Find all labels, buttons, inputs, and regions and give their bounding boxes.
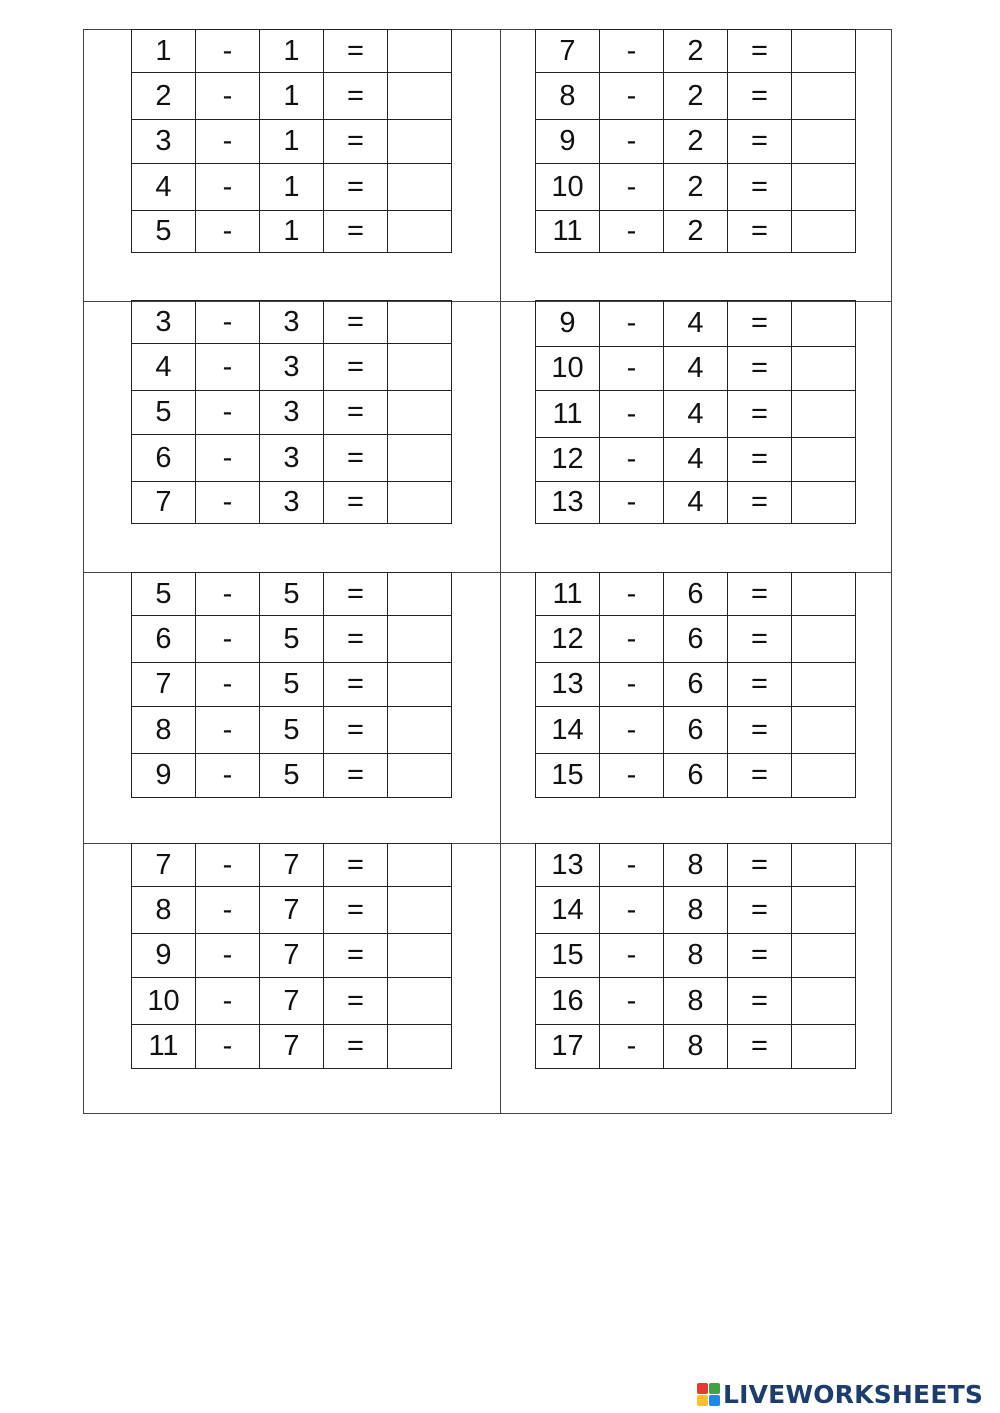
minuend-cell: 13 bbox=[536, 482, 600, 524]
minus-sign: - bbox=[196, 1025, 260, 1069]
equals-sign: = bbox=[728, 978, 792, 1025]
minuend-cell: 5 bbox=[132, 573, 196, 616]
subtrahend-cell: 8 bbox=[664, 1025, 728, 1069]
answer-cell bbox=[388, 211, 452, 253]
answer-cell bbox=[388, 301, 452, 344]
equals-sign: = bbox=[324, 754, 388, 798]
minus-sign: - bbox=[600, 164, 664, 211]
minuend-cell: 5 bbox=[132, 391, 196, 435]
equals-sign: = bbox=[728, 1025, 792, 1069]
minus-sign: - bbox=[600, 934, 664, 978]
equals-sign: = bbox=[728, 707, 792, 754]
answer-cell bbox=[792, 438, 856, 482]
minus-sign: - bbox=[600, 978, 664, 1025]
answer-input[interactable] bbox=[792, 754, 855, 797]
equals-sign: = bbox=[324, 73, 388, 120]
subtrahend-cell: 1 bbox=[260, 164, 324, 211]
minuend-cell: 6 bbox=[132, 435, 196, 482]
answer-input[interactable] bbox=[792, 30, 855, 72]
minuend-cell: 3 bbox=[132, 120, 196, 164]
subtrahend-cell: 4 bbox=[664, 438, 728, 482]
minus-sign: - bbox=[196, 707, 260, 754]
minuend-cell: 15 bbox=[536, 754, 600, 798]
minuend-cell: 9 bbox=[132, 754, 196, 798]
minuend-cell: 10 bbox=[536, 347, 600, 391]
answer-input[interactable] bbox=[388, 120, 451, 163]
minuend-cell: 2 bbox=[132, 73, 196, 120]
minus-sign: - bbox=[600, 391, 664, 438]
subtrahend-cell: 1 bbox=[260, 211, 324, 253]
equals-sign: = bbox=[728, 30, 792, 73]
answer-input[interactable] bbox=[792, 73, 855, 119]
answer-cell bbox=[792, 30, 856, 73]
minus-sign: - bbox=[600, 1025, 664, 1069]
exercise-grid bbox=[535, 843, 856, 1069]
subtrahend-cell: 8 bbox=[664, 934, 728, 978]
answer-cell bbox=[388, 616, 452, 663]
equals-sign: = bbox=[324, 344, 388, 391]
answer-cell bbox=[792, 573, 856, 616]
equals-sign: = bbox=[324, 391, 388, 435]
minuend-cell: 6 bbox=[132, 616, 196, 663]
subtrahend-cell: 1 bbox=[260, 30, 324, 73]
minuend-cell: 17 bbox=[536, 1025, 600, 1069]
answer-cell bbox=[388, 844, 452, 887]
answer-input[interactable] bbox=[792, 164, 855, 210]
minus-sign: - bbox=[600, 844, 664, 887]
equals-sign: = bbox=[324, 707, 388, 754]
minus-sign: - bbox=[196, 30, 260, 73]
answer-cell bbox=[792, 301, 856, 347]
answer-cell bbox=[388, 934, 452, 978]
answer-input[interactable] bbox=[792, 978, 855, 1024]
brand-name: LIVEWORKSHEETS bbox=[723, 1379, 984, 1409]
minuend-cell: 11 bbox=[132, 1025, 196, 1069]
answer-cell bbox=[792, 482, 856, 524]
logo-square bbox=[697, 1395, 708, 1406]
minus-sign: - bbox=[196, 344, 260, 391]
minuend-cell: 11 bbox=[536, 573, 600, 616]
subtrahend-cell: 3 bbox=[260, 344, 324, 391]
minus-sign: - bbox=[196, 663, 260, 707]
answer-input[interactable] bbox=[388, 978, 451, 1024]
answer-input[interactable] bbox=[388, 707, 451, 753]
answer-input[interactable] bbox=[388, 344, 451, 390]
minuend-cell: 8 bbox=[132, 887, 196, 934]
subtrahend-cell: 4 bbox=[664, 391, 728, 438]
equals-sign: = bbox=[728, 887, 792, 934]
answer-input[interactable] bbox=[388, 211, 451, 252]
subtrahend-cell: 6 bbox=[664, 663, 728, 707]
answer-cell bbox=[388, 707, 452, 754]
logo-icon bbox=[697, 1383, 720, 1406]
answer-input[interactable] bbox=[792, 347, 855, 390]
exercise-grid bbox=[535, 300, 856, 524]
equals-sign: = bbox=[728, 211, 792, 253]
subtrahend-cell: 8 bbox=[664, 887, 728, 934]
minus-sign: - bbox=[196, 754, 260, 798]
minuend-cell: 10 bbox=[536, 164, 600, 211]
minuend-cell: 11 bbox=[536, 391, 600, 438]
equals-sign: = bbox=[728, 391, 792, 438]
minus-sign: - bbox=[196, 435, 260, 482]
minus-sign: - bbox=[196, 164, 260, 211]
logo-square bbox=[697, 1383, 708, 1394]
answer-cell bbox=[792, 120, 856, 164]
subtrahend-cell: 7 bbox=[260, 1025, 324, 1069]
minuend-cell: 16 bbox=[536, 978, 600, 1025]
answer-input[interactable] bbox=[792, 844, 855, 886]
subtrahend-cell: 3 bbox=[260, 435, 324, 482]
exercise-grid bbox=[131, 29, 452, 253]
exercise-grid bbox=[535, 572, 856, 798]
subtrahend-cell: 1 bbox=[260, 73, 324, 120]
subtrahend-cell: 3 bbox=[260, 301, 324, 344]
answer-input[interactable] bbox=[388, 301, 451, 343]
logo-square bbox=[709, 1395, 720, 1406]
equals-sign: = bbox=[324, 211, 388, 253]
logo-square bbox=[709, 1383, 720, 1394]
equals-sign: = bbox=[324, 934, 388, 978]
minuend-cell: 13 bbox=[536, 663, 600, 707]
answer-input[interactable] bbox=[792, 663, 855, 706]
minus-sign: - bbox=[196, 120, 260, 164]
minuend-cell: 9 bbox=[132, 934, 196, 978]
subtrahend-cell: 4 bbox=[664, 482, 728, 524]
equals-sign: = bbox=[728, 934, 792, 978]
equals-sign: = bbox=[324, 435, 388, 482]
equals-sign: = bbox=[324, 30, 388, 73]
answer-input[interactable] bbox=[388, 887, 451, 933]
answer-cell bbox=[388, 1025, 452, 1069]
equals-sign: = bbox=[324, 887, 388, 934]
answer-cell bbox=[792, 754, 856, 798]
minus-sign: - bbox=[600, 438, 664, 482]
equals-sign: = bbox=[324, 120, 388, 164]
answer-cell bbox=[388, 391, 452, 435]
equals-sign: = bbox=[324, 663, 388, 707]
minuend-cell: 1 bbox=[132, 30, 196, 73]
answer-cell bbox=[792, 934, 856, 978]
answer-cell bbox=[792, 211, 856, 253]
minuend-cell: 15 bbox=[536, 934, 600, 978]
minus-sign: - bbox=[196, 301, 260, 344]
answer-cell bbox=[388, 435, 452, 482]
equals-sign: = bbox=[728, 616, 792, 663]
minuend-cell: 13 bbox=[536, 844, 600, 887]
minus-sign: - bbox=[600, 301, 664, 347]
answer-input[interactable] bbox=[388, 616, 451, 662]
answer-cell bbox=[792, 707, 856, 754]
answer-input[interactable] bbox=[792, 707, 855, 753]
subtrahend-cell: 1 bbox=[260, 120, 324, 164]
equals-sign: = bbox=[728, 438, 792, 482]
answer-cell bbox=[388, 754, 452, 798]
minus-sign: - bbox=[196, 211, 260, 253]
subtrahend-cell: 5 bbox=[260, 754, 324, 798]
answer-cell bbox=[388, 73, 452, 120]
answer-cell bbox=[792, 391, 856, 438]
subtrahend-cell: 3 bbox=[260, 391, 324, 435]
minus-sign: - bbox=[600, 616, 664, 663]
answer-input[interactable] bbox=[792, 887, 855, 933]
answer-input[interactable] bbox=[792, 482, 855, 523]
minus-sign: - bbox=[600, 573, 664, 616]
answer-input[interactable] bbox=[388, 1025, 451, 1068]
minus-sign: - bbox=[600, 707, 664, 754]
minus-sign: - bbox=[600, 754, 664, 798]
answer-input[interactable] bbox=[792, 301, 855, 346]
minus-sign: - bbox=[600, 211, 664, 253]
minus-sign: - bbox=[600, 347, 664, 391]
subtrahend-cell: 6 bbox=[664, 754, 728, 798]
minus-sign: - bbox=[600, 663, 664, 707]
exercise-grid bbox=[131, 843, 452, 1069]
minuend-cell: 4 bbox=[132, 164, 196, 211]
minuend-cell: 8 bbox=[132, 707, 196, 754]
equals-sign: = bbox=[728, 754, 792, 798]
subtrahend-cell: 7 bbox=[260, 934, 324, 978]
equals-sign: = bbox=[324, 573, 388, 616]
answer-cell bbox=[792, 1025, 856, 1069]
subtrahend-cell: 5 bbox=[260, 573, 324, 616]
answer-input[interactable] bbox=[388, 73, 451, 119]
minus-sign: - bbox=[196, 482, 260, 524]
minus-sign: - bbox=[600, 887, 664, 934]
equals-sign: = bbox=[728, 164, 792, 211]
subtrahend-cell: 8 bbox=[664, 844, 728, 887]
answer-cell bbox=[792, 616, 856, 663]
answer-cell bbox=[388, 978, 452, 1025]
subtrahend-cell: 7 bbox=[260, 887, 324, 934]
answer-cell bbox=[792, 887, 856, 934]
minuend-cell: 4 bbox=[132, 344, 196, 391]
subtrahend-cell: 6 bbox=[664, 707, 728, 754]
minuend-cell: 7 bbox=[536, 30, 600, 73]
minus-sign: - bbox=[600, 120, 664, 164]
answer-input[interactable] bbox=[388, 844, 451, 886]
answer-cell bbox=[388, 887, 452, 934]
subtrahend-cell: 8 bbox=[664, 978, 728, 1025]
liveworksheets-logo bbox=[697, 1378, 983, 1410]
subtrahend-cell: 3 bbox=[260, 482, 324, 524]
minuend-cell: 8 bbox=[536, 73, 600, 120]
answer-cell bbox=[792, 73, 856, 120]
minuend-cell: 12 bbox=[536, 616, 600, 663]
minus-sign: - bbox=[600, 30, 664, 73]
minuend-cell: 7 bbox=[132, 482, 196, 524]
exercise-grid bbox=[131, 572, 452, 798]
answer-cell bbox=[792, 347, 856, 391]
subtrahend-cell: 2 bbox=[664, 211, 728, 253]
minuend-cell: 11 bbox=[536, 211, 600, 253]
subtrahend-cell: 4 bbox=[664, 347, 728, 391]
answer-input[interactable] bbox=[388, 164, 451, 210]
minus-sign: - bbox=[600, 73, 664, 120]
subtrahend-cell: 2 bbox=[664, 120, 728, 164]
equals-sign: = bbox=[728, 73, 792, 120]
answer-input[interactable] bbox=[792, 934, 855, 977]
subtrahend-cell: 5 bbox=[260, 707, 324, 754]
equals-sign: = bbox=[728, 482, 792, 524]
subtrahend-cell: 6 bbox=[664, 616, 728, 663]
subtrahend-cell: 6 bbox=[664, 573, 728, 616]
equals-sign: = bbox=[728, 347, 792, 391]
subtrahend-cell: 2 bbox=[664, 164, 728, 211]
answer-input[interactable] bbox=[792, 211, 855, 252]
minuend-cell: 7 bbox=[132, 844, 196, 887]
minus-sign: - bbox=[600, 482, 664, 524]
equals-sign: = bbox=[324, 1025, 388, 1069]
minus-sign: - bbox=[196, 73, 260, 120]
answer-input[interactable] bbox=[792, 120, 855, 163]
answer-cell bbox=[388, 120, 452, 164]
answer-cell bbox=[388, 482, 452, 524]
minus-sign: - bbox=[196, 844, 260, 887]
answer-input[interactable] bbox=[388, 663, 451, 706]
answer-input[interactable] bbox=[388, 482, 451, 523]
minuend-cell: 14 bbox=[536, 887, 600, 934]
exercise-grid bbox=[131, 300, 452, 524]
answer-cell bbox=[388, 344, 452, 391]
equals-sign: = bbox=[728, 844, 792, 887]
answer-input[interactable] bbox=[792, 573, 855, 615]
subtrahend-cell: 4 bbox=[664, 301, 728, 347]
subtrahend-cell: 5 bbox=[260, 616, 324, 663]
equals-sign: = bbox=[324, 616, 388, 663]
subtrahend-cell: 7 bbox=[260, 844, 324, 887]
subtrahend-cell: 2 bbox=[664, 30, 728, 73]
minuend-cell: 9 bbox=[536, 120, 600, 164]
answer-input[interactable] bbox=[388, 573, 451, 615]
minus-sign: - bbox=[196, 887, 260, 934]
answer-cell bbox=[792, 164, 856, 211]
answer-input[interactable] bbox=[388, 30, 451, 72]
answer-input[interactable] bbox=[792, 391, 855, 437]
subtrahend-cell: 2 bbox=[664, 73, 728, 120]
answer-input[interactable] bbox=[792, 616, 855, 662]
minuend-cell: 10 bbox=[132, 978, 196, 1025]
minus-sign: - bbox=[196, 391, 260, 435]
minuend-cell: 14 bbox=[536, 707, 600, 754]
answer-cell bbox=[388, 164, 452, 211]
answer-cell bbox=[792, 844, 856, 887]
equals-sign: = bbox=[728, 573, 792, 616]
minus-sign: - bbox=[196, 978, 260, 1025]
equals-sign: = bbox=[324, 978, 388, 1025]
subtrahend-cell: 5 bbox=[260, 663, 324, 707]
minuend-cell: 5 bbox=[132, 211, 196, 253]
minus-sign: - bbox=[196, 573, 260, 616]
answer-input[interactable] bbox=[388, 391, 451, 434]
answer-cell bbox=[792, 978, 856, 1025]
equals-sign: = bbox=[728, 301, 792, 347]
equals-sign: = bbox=[728, 120, 792, 164]
answer-input[interactable] bbox=[388, 435, 451, 481]
minuend-cell: 7 bbox=[132, 663, 196, 707]
minus-sign: - bbox=[196, 616, 260, 663]
equals-sign: = bbox=[324, 482, 388, 524]
answer-input[interactable] bbox=[792, 438, 855, 481]
answer-input[interactable] bbox=[792, 1025, 855, 1068]
minuend-cell: 3 bbox=[132, 301, 196, 344]
exercise-grid bbox=[535, 29, 856, 253]
answer-input[interactable] bbox=[388, 934, 451, 977]
answer-cell bbox=[388, 663, 452, 707]
equals-sign: = bbox=[728, 663, 792, 707]
minus-sign: - bbox=[196, 934, 260, 978]
minuend-cell: 12 bbox=[536, 438, 600, 482]
minuend-cell: 9 bbox=[536, 301, 600, 347]
answer-input[interactable] bbox=[388, 754, 451, 797]
answer-cell bbox=[388, 30, 452, 73]
equals-sign: = bbox=[324, 844, 388, 887]
equals-sign: = bbox=[324, 301, 388, 344]
subtrahend-cell: 7 bbox=[260, 978, 324, 1025]
answer-cell bbox=[388, 573, 452, 616]
equals-sign: = bbox=[324, 164, 388, 211]
answer-cell bbox=[792, 663, 856, 707]
